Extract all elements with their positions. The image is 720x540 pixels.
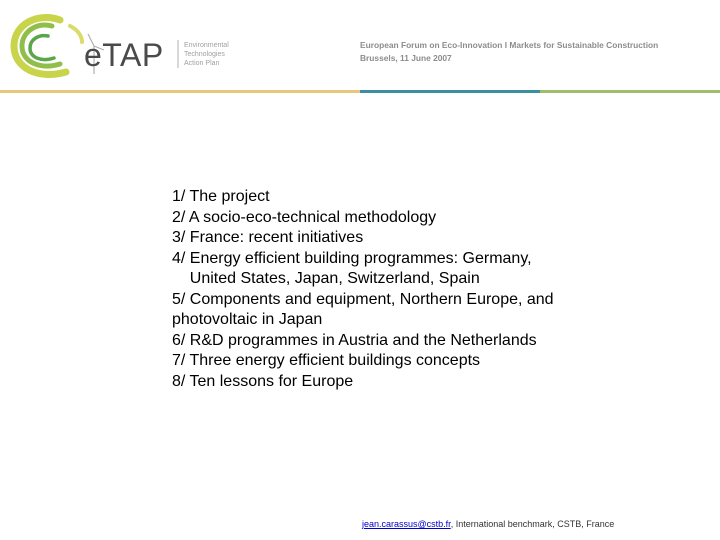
agenda-item: 5/ Components and equipment, Northern Europe, and photovoltaic in Japan [172,290,559,328]
logo-subtitle [184,41,229,68]
agenda-list [172,187,632,392]
agenda-item: 3/ France: recent initiatives [172,229,364,246]
agenda-item: 6/ R&D programmes in Austria and the Netherlands [172,331,537,349]
header-band-left [0,90,360,93]
logo-subtitle-line: Technologies [184,51,225,58]
agenda-item: 7/ Three energy efficient buildings concepts [172,352,481,369]
footer [362,519,614,529]
author-email-link[interactable]: jean.carassus@cstb.fr [362,519,451,529]
footer-text: , International benchmark, CSTB, France [450,519,615,529]
agenda-item: 1/ The project [172,188,270,205]
conference-date: Brussels, 11 June 2007 [360,53,452,63]
logo-subtitle-line: Action Plan [184,60,220,67]
agenda-item: 2/ A socio-eco-technical methodology [172,208,437,226]
logo-subtitle-line: Environmental [184,42,229,49]
header-band-right [540,90,720,93]
etap-logo [8,6,183,84]
conference-info [360,39,658,65]
logo-wordmark: eTAP [84,37,164,73]
agenda-item: 4/ Energy efficient building programmes: Germany, United States, Japan, Switzerland, Spain [172,249,532,287]
header [0,0,720,92]
conference-title: European Forum on Eco-Innovation I Markets for Sustainable Construction [360,40,659,50]
agenda-item: 8/ Ten lessons for Europe [172,372,354,390]
header-band-middle [360,90,540,93]
